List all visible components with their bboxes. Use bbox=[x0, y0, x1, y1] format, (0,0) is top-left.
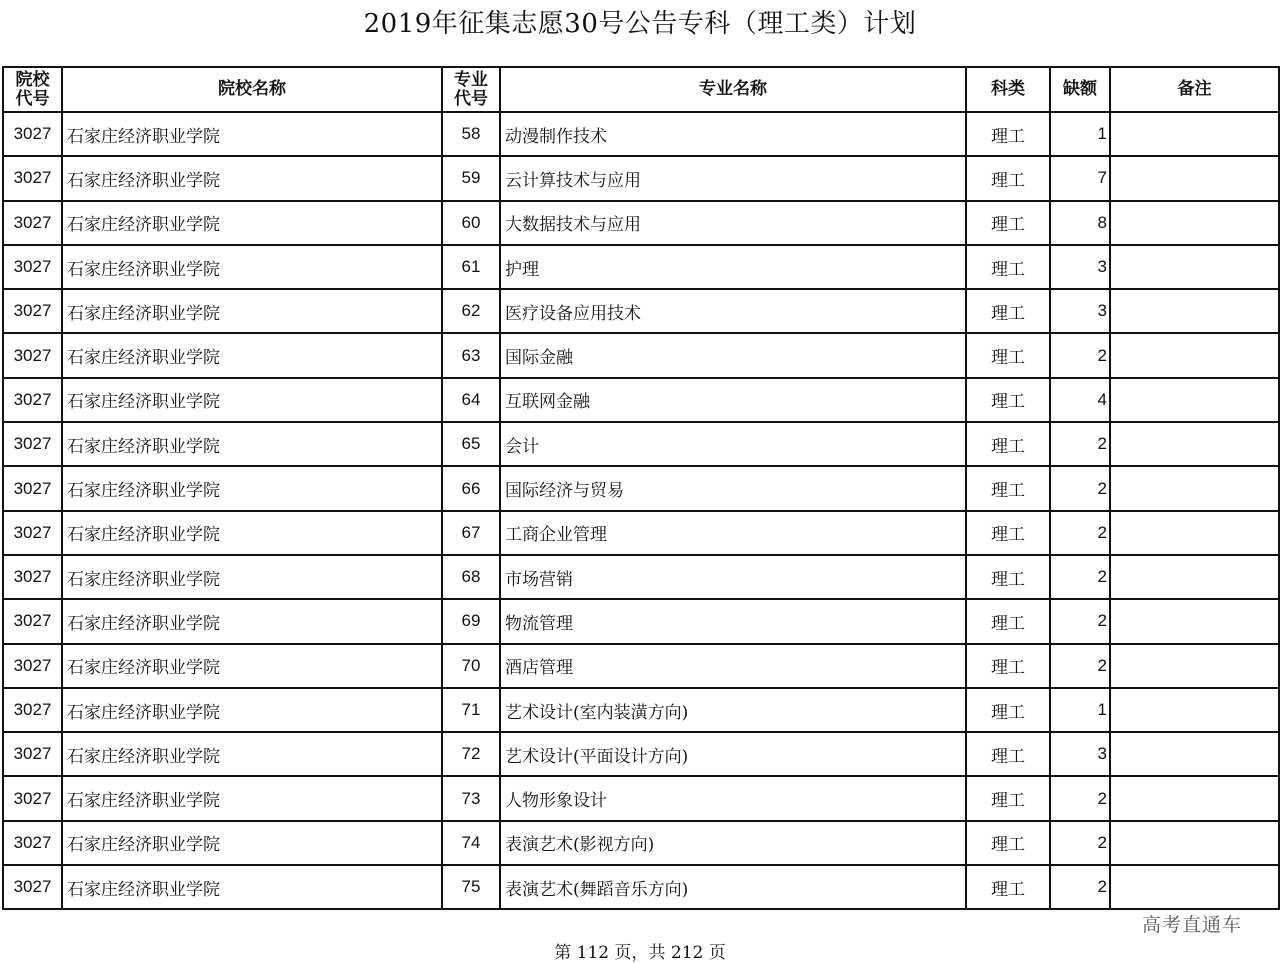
cell-quota: 3 bbox=[1050, 289, 1110, 333]
cell-major-name: 互联网金融 bbox=[500, 378, 966, 422]
cell-school-code: 3027 bbox=[3, 289, 62, 333]
cell-category: 理工 bbox=[966, 201, 1050, 245]
header-row bbox=[3, 67, 1279, 112]
cell-quota: 2 bbox=[1050, 865, 1110, 909]
cell-quota: 2 bbox=[1050, 599, 1110, 643]
cell-school-name: 石家庄经济职业学院 bbox=[62, 511, 442, 555]
cell-major-code: 75 bbox=[442, 865, 500, 909]
cell-notes bbox=[1110, 333, 1279, 377]
cell-major-name: 国际经济与贸易 bbox=[500, 466, 966, 510]
cell-notes bbox=[1110, 555, 1279, 599]
cell-major-code: 71 bbox=[442, 688, 500, 732]
cell-quota: 2 bbox=[1050, 333, 1110, 377]
cell-school-name: 石家庄经济职业学院 bbox=[62, 776, 442, 820]
cell-major-name: 云计算技术与应用 bbox=[500, 156, 966, 200]
table-row bbox=[3, 821, 1279, 865]
cell-school-name: 石家庄经济职业学院 bbox=[62, 422, 442, 466]
cell-notes bbox=[1110, 821, 1279, 865]
cell-quota: 2 bbox=[1050, 422, 1110, 466]
table-row bbox=[3, 776, 1279, 820]
table-row bbox=[3, 112, 1279, 156]
cell-school-name: 石家庄经济职业学院 bbox=[62, 378, 442, 422]
cell-quota: 2 bbox=[1050, 821, 1110, 865]
table-row bbox=[3, 599, 1279, 643]
cell-school-name: 石家庄经济职业学院 bbox=[62, 644, 442, 688]
cell-notes bbox=[1110, 156, 1279, 200]
watermark: 高考直通车 bbox=[1142, 914, 1243, 936]
cell-school-code: 3027 bbox=[3, 776, 62, 820]
cell-quota: 1 bbox=[1050, 112, 1110, 156]
table-row bbox=[3, 289, 1279, 333]
cell-category: 理工 bbox=[966, 422, 1050, 466]
cell-school-code: 3027 bbox=[3, 378, 62, 422]
cell-category: 理工 bbox=[966, 865, 1050, 909]
cell-school-code: 3027 bbox=[3, 555, 62, 599]
cell-major-code: 72 bbox=[442, 732, 500, 776]
cell-major-code: 70 bbox=[442, 644, 500, 688]
cell-major-name: 大数据技术与应用 bbox=[500, 201, 966, 245]
cell-notes bbox=[1110, 865, 1279, 909]
cell-school-name: 石家庄经济职业学院 bbox=[62, 599, 442, 643]
cell-school-name: 石家庄经济职业学院 bbox=[62, 732, 442, 776]
cell-major-name: 国际金融 bbox=[500, 333, 966, 377]
cell-school-name: 石家庄经济职业学院 bbox=[62, 688, 442, 732]
cell-major-name: 酒店管理 bbox=[500, 644, 966, 688]
cell-major-code: 73 bbox=[442, 776, 500, 820]
cell-category: 理工 bbox=[966, 289, 1050, 333]
header-notes: 备注 bbox=[1110, 67, 1279, 112]
cell-school-name: 石家庄经济职业学院 bbox=[62, 156, 442, 200]
header-major-name: 专业名称 bbox=[500, 67, 966, 112]
cell-category: 理工 bbox=[966, 245, 1050, 289]
cell-major-code: 69 bbox=[442, 599, 500, 643]
cell-quota: 2 bbox=[1050, 776, 1110, 820]
cell-major-code: 67 bbox=[442, 511, 500, 555]
cell-school-code: 3027 bbox=[3, 732, 62, 776]
header-quota: 缺额 bbox=[1050, 67, 1110, 112]
cell-major-code: 59 bbox=[442, 156, 500, 200]
cell-quota: 8 bbox=[1050, 201, 1110, 245]
header-school-name: 院校名称 bbox=[62, 67, 442, 112]
cell-major-name: 物流管理 bbox=[500, 599, 966, 643]
cell-school-code: 3027 bbox=[3, 422, 62, 466]
cell-school-name: 石家庄经济职业学院 bbox=[62, 112, 442, 156]
cell-category: 理工 bbox=[966, 466, 1050, 510]
header-major-code: 专业 代号 bbox=[442, 67, 500, 112]
table-row bbox=[3, 378, 1279, 422]
header-school-code: 院校 代号 bbox=[3, 67, 62, 112]
cell-category: 理工 bbox=[966, 555, 1050, 599]
cell-school-code: 3027 bbox=[3, 466, 62, 510]
table-row bbox=[3, 555, 1279, 599]
cell-major-code: 62 bbox=[442, 289, 500, 333]
header-category: 科类 bbox=[966, 67, 1050, 112]
cell-school-code: 3027 bbox=[3, 112, 62, 156]
cell-category: 理工 bbox=[966, 112, 1050, 156]
cell-school-name: 石家庄经济职业学院 bbox=[62, 201, 442, 245]
cell-major-name: 市场营销 bbox=[500, 555, 966, 599]
cell-quota: 7 bbox=[1050, 156, 1110, 200]
cell-school-code: 3027 bbox=[3, 599, 62, 643]
cell-category: 理工 bbox=[966, 776, 1050, 820]
cell-school-code: 3027 bbox=[3, 333, 62, 377]
cell-school-name: 石家庄经济职业学院 bbox=[62, 466, 442, 510]
cell-category: 理工 bbox=[966, 644, 1050, 688]
cell-category: 理工 bbox=[966, 599, 1050, 643]
cell-major-name: 表演艺术(舞蹈音乐方向) bbox=[500, 865, 966, 909]
cell-major-name: 会计 bbox=[500, 422, 966, 466]
cell-quota: 3 bbox=[1050, 245, 1110, 289]
cell-category: 理工 bbox=[966, 156, 1050, 200]
cell-category: 理工 bbox=[966, 378, 1050, 422]
cell-notes bbox=[1110, 776, 1279, 820]
cell-major-code: 58 bbox=[442, 112, 500, 156]
cell-school-code: 3027 bbox=[3, 688, 62, 732]
cell-quota: 3 bbox=[1050, 732, 1110, 776]
plan-table bbox=[2, 66, 1280, 910]
cell-major-name: 动漫制作技术 bbox=[500, 112, 966, 156]
cell-notes bbox=[1110, 378, 1279, 422]
cell-major-name: 工商企业管理 bbox=[500, 511, 966, 555]
cell-major-name: 人物形象设计 bbox=[500, 776, 966, 820]
cell-major-name: 艺术设计(平面设计方向) bbox=[500, 732, 966, 776]
table-row bbox=[3, 865, 1279, 909]
cell-major-code: 74 bbox=[442, 821, 500, 865]
cell-category: 理工 bbox=[966, 688, 1050, 732]
cell-major-code: 60 bbox=[442, 201, 500, 245]
cell-notes bbox=[1110, 644, 1279, 688]
cell-major-name: 表演艺术(影视方向) bbox=[500, 821, 966, 865]
cell-school-name: 石家庄经济职业学院 bbox=[62, 555, 442, 599]
cell-notes bbox=[1110, 112, 1279, 156]
table-row bbox=[3, 245, 1279, 289]
cell-quota: 2 bbox=[1050, 466, 1110, 510]
cell-notes bbox=[1110, 599, 1279, 643]
cell-school-name: 石家庄经济职业学院 bbox=[62, 245, 442, 289]
table-row bbox=[3, 644, 1279, 688]
page-footer: 第 112 页，共 212 页 bbox=[554, 943, 726, 963]
cell-major-name: 艺术设计(室内装潢方向) bbox=[500, 688, 966, 732]
cell-major-code: 66 bbox=[442, 466, 500, 510]
page-title: 2019年征集志愿30号公告专科（理工类）计划 bbox=[363, 9, 917, 39]
cell-quota: 2 bbox=[1050, 511, 1110, 555]
cell-quota: 4 bbox=[1050, 378, 1110, 422]
cell-school-name: 石家庄经济职业学院 bbox=[62, 289, 442, 333]
cell-quota: 1 bbox=[1050, 688, 1110, 732]
cell-school-name: 石家庄经济职业学院 bbox=[62, 821, 442, 865]
cell-school-code: 3027 bbox=[3, 865, 62, 909]
cell-category: 理工 bbox=[966, 511, 1050, 555]
cell-major-code: 63 bbox=[442, 333, 500, 377]
table-row bbox=[3, 156, 1279, 200]
table-row bbox=[3, 466, 1279, 510]
cell-category: 理工 bbox=[966, 732, 1050, 776]
cell-notes bbox=[1110, 201, 1279, 245]
table-row bbox=[3, 688, 1279, 732]
cell-major-code: 61 bbox=[442, 245, 500, 289]
cell-notes bbox=[1110, 511, 1279, 555]
cell-school-code: 3027 bbox=[3, 201, 62, 245]
cell-notes bbox=[1110, 289, 1279, 333]
cell-notes bbox=[1110, 422, 1279, 466]
cell-school-code: 3027 bbox=[3, 245, 62, 289]
cell-quota: 2 bbox=[1050, 555, 1110, 599]
cell-school-code: 3027 bbox=[3, 644, 62, 688]
cell-school-code: 3027 bbox=[3, 156, 62, 200]
cell-notes bbox=[1110, 732, 1279, 776]
cell-major-code: 64 bbox=[442, 378, 500, 422]
cell-school-code: 3027 bbox=[3, 511, 62, 555]
cell-major-name: 护理 bbox=[500, 245, 966, 289]
cell-major-name: 医疗设备应用技术 bbox=[500, 289, 966, 333]
cell-quota: 2 bbox=[1050, 644, 1110, 688]
cell-notes bbox=[1110, 466, 1279, 510]
table-row bbox=[3, 732, 1279, 776]
cell-major-code: 68 bbox=[442, 555, 500, 599]
table-row bbox=[3, 422, 1279, 466]
cell-notes bbox=[1110, 688, 1279, 732]
cell-category: 理工 bbox=[966, 821, 1050, 865]
table-row bbox=[3, 511, 1279, 555]
cell-school-name: 石家庄经济职业学院 bbox=[62, 865, 442, 909]
table-row bbox=[3, 333, 1279, 377]
table-row bbox=[3, 201, 1279, 245]
cell-school-code: 3027 bbox=[3, 821, 62, 865]
cell-school-name: 石家庄经济职业学院 bbox=[62, 333, 442, 377]
cell-major-code: 65 bbox=[442, 422, 500, 466]
cell-category: 理工 bbox=[966, 333, 1050, 377]
cell-notes bbox=[1110, 245, 1279, 289]
